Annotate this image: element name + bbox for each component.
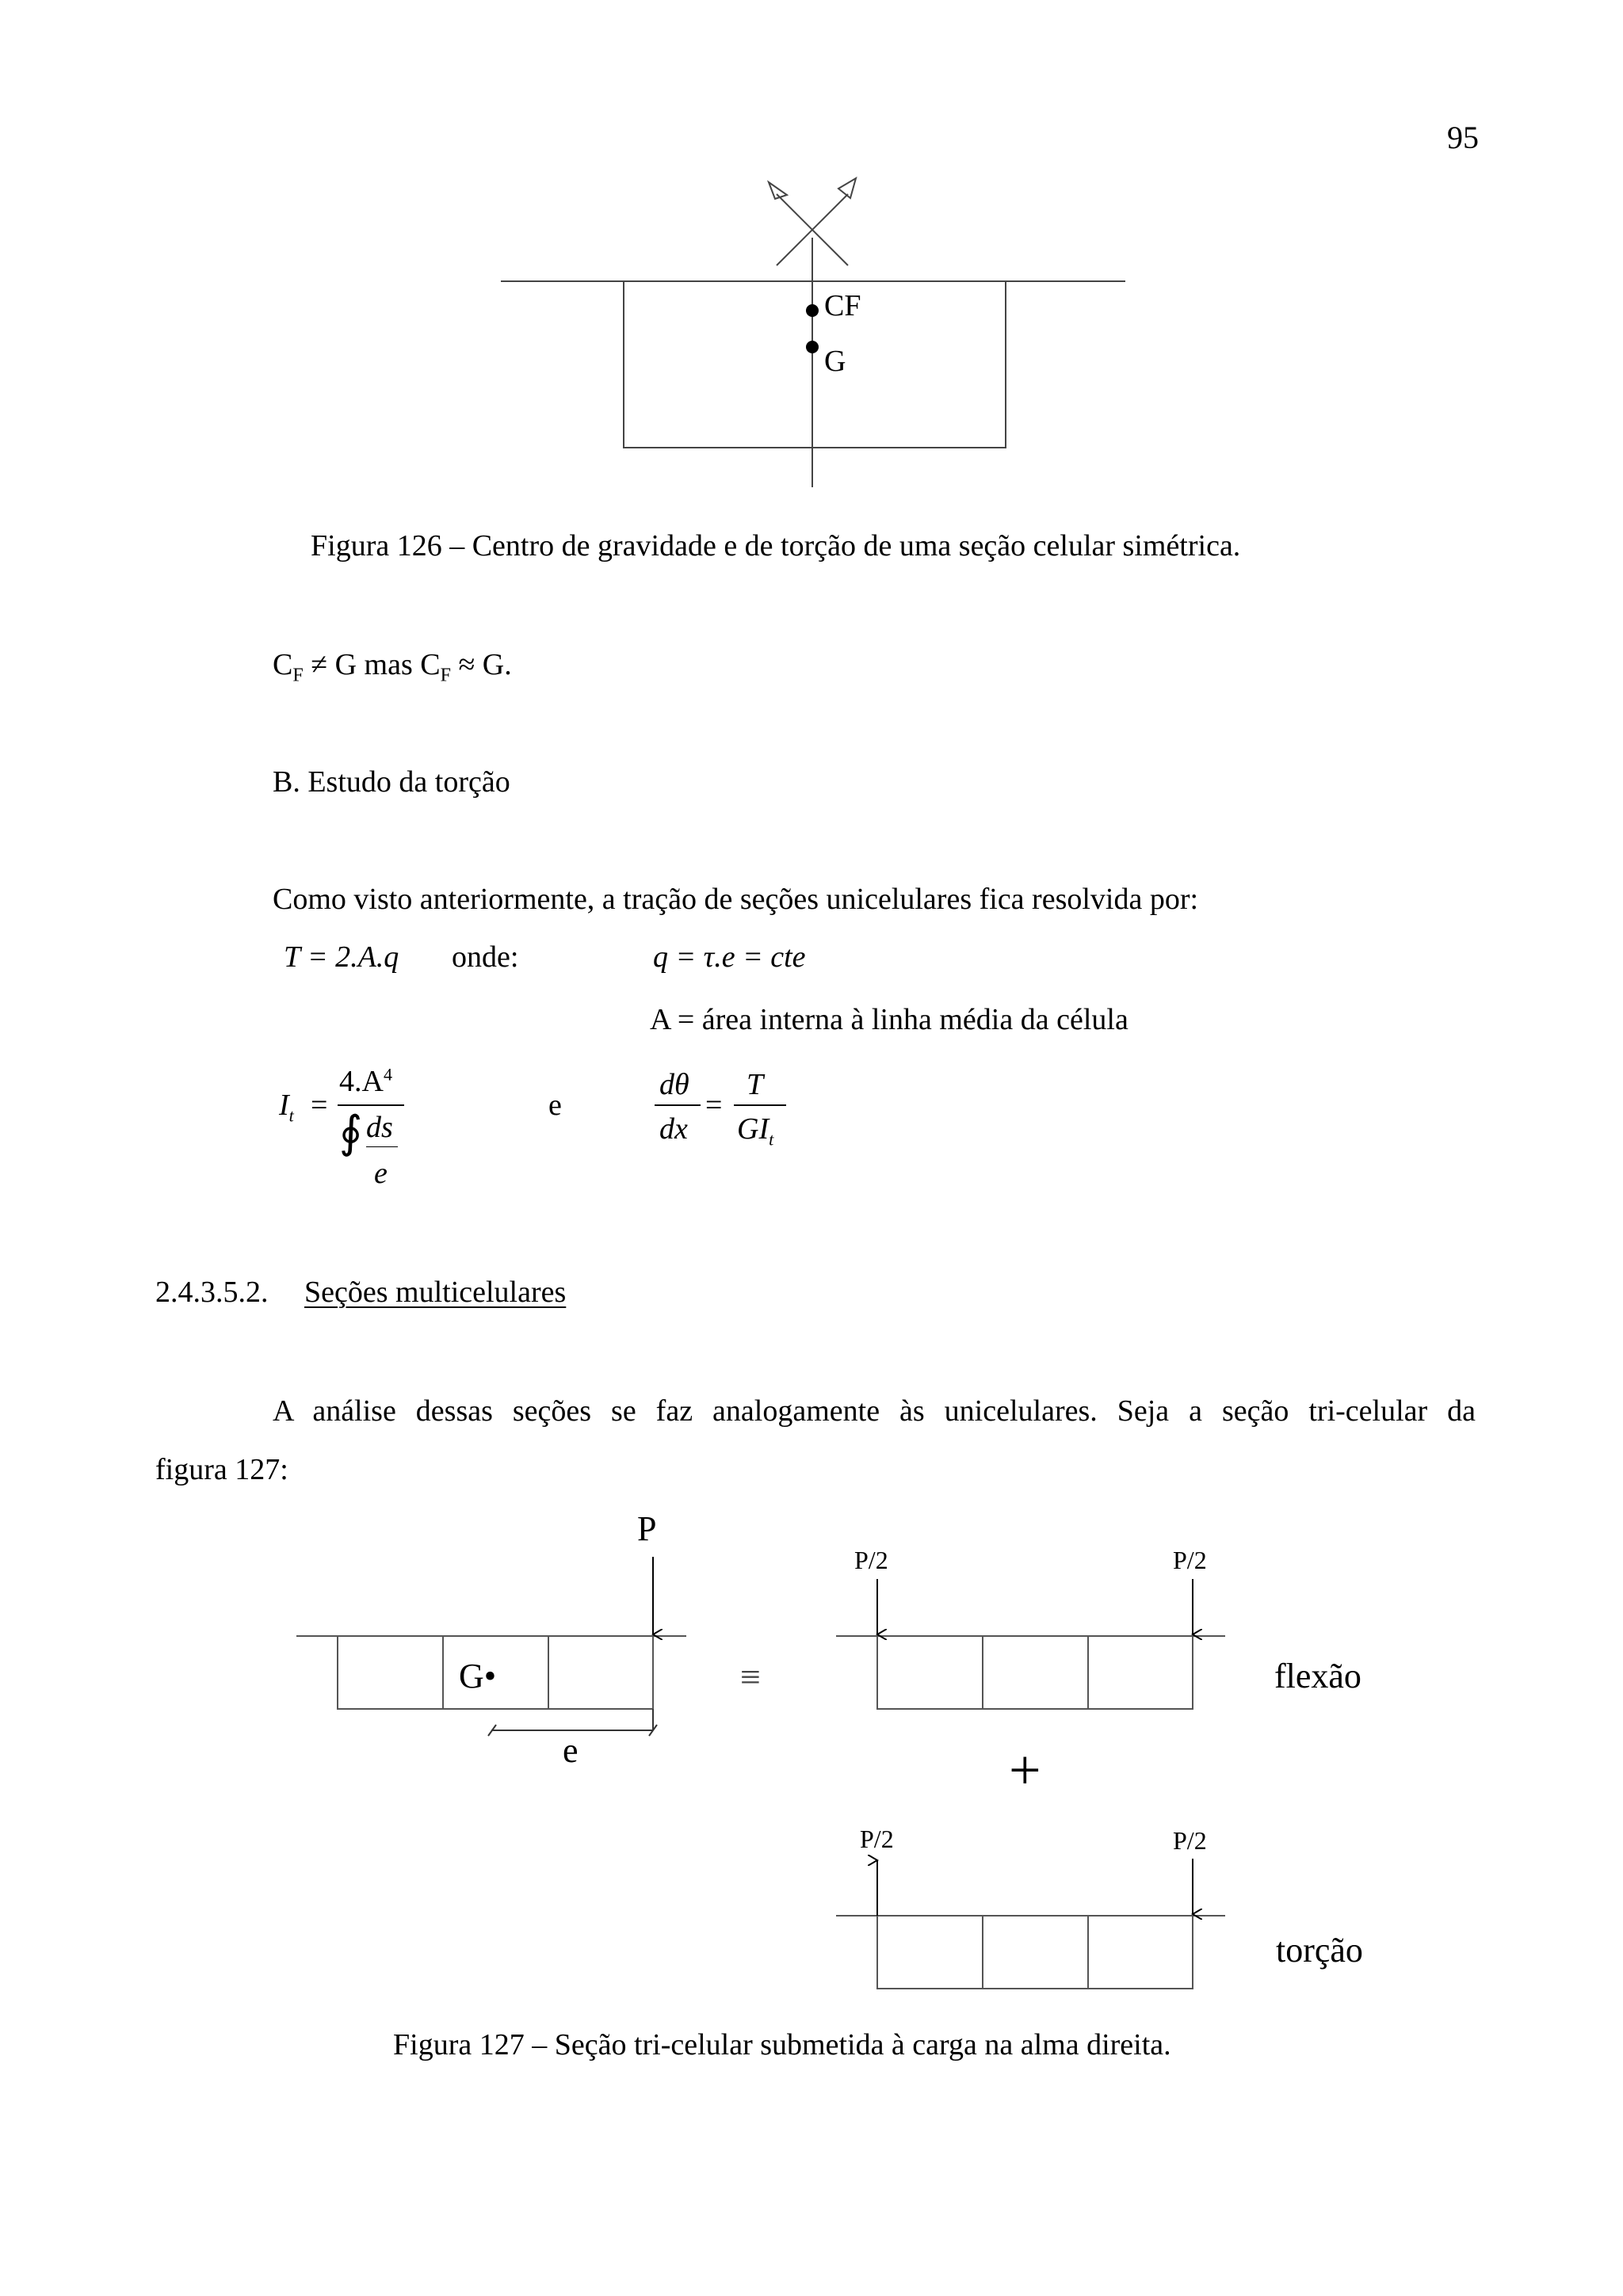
- onde-label: onde:: [452, 940, 519, 974]
- it-equals: =: [311, 1089, 328, 1122]
- fig127-p2-flexao-right: P/2: [1173, 1546, 1207, 1574]
- page-number: 95: [1447, 120, 1479, 155]
- fig127-p2-torcao-right: P/2: [1173, 1826, 1207, 1855]
- torsion-intro: Como visto anteriormente, a tração de seções unicelulares fica resolvida por:: [273, 883, 1199, 916]
- eq2-equals: =: [705, 1089, 723, 1122]
- dtheta: dθ: [659, 1068, 689, 1101]
- fig127-label-g: G•: [459, 1657, 497, 1695]
- fig127-label-e: e: [563, 1731, 579, 1770]
- fig127-p2-torcao-left: P/2: [860, 1825, 894, 1853]
- fig127-label-p: P: [637, 1509, 657, 1548]
- dx: dx: [659, 1112, 688, 1146]
- fig126-label-g: G: [824, 345, 846, 378]
- flexao-label: flexão: [1274, 1657, 1361, 1695]
- paragraph-line-2: figura 127:: [155, 1453, 288, 1486]
- section-number: 2.4.3.5.2.: [155, 1276, 269, 1309]
- area-definition: A = área interna à linha média da célula: [650, 1003, 1128, 1036]
- it-symbol: $I_t$: [279, 1089, 294, 1126]
- fig127-torcao-section: [877, 1916, 1193, 1989]
- section-title: Seções multicelulares: [304, 1276, 567, 1309]
- fig127-flexao-section: [877, 1636, 1193, 1709]
- equivalence-icon: ≡: [740, 1657, 761, 1697]
- fig126-label-cf: CF: [824, 289, 861, 322]
- it-numerator: $4.A^4$: [339, 1064, 392, 1098]
- section-b-heading: B. Estudo da torção: [273, 765, 510, 799]
- it-e: e: [374, 1157, 388, 1190]
- conjunction-e: e: [548, 1089, 562, 1122]
- cf-g-relation: $C_F \ne G$ mas $C_F \approx G$.: [273, 648, 512, 686]
- git: $GI_t$: [737, 1112, 774, 1150]
- eq-q: q = τ.e = cte: [653, 940, 806, 974]
- figure-126-caption: Figura 126 – Centro de gravidade e de torção de uma seção celular simétrica.: [311, 529, 1241, 563]
- eq2-t: T: [747, 1068, 764, 1101]
- torcao-label: torção: [1276, 1931, 1363, 1970]
- fig127-p2-flexao-left: P/2: [854, 1546, 888, 1574]
- it-ds: ds: [366, 1111, 393, 1144]
- paragraph-line-1: A análise dessas seções se faz analogamente às unicelulares. Seja a seção tri-celular da: [273, 1394, 1476, 1428]
- figure-127-caption: Figura 127 – Seção tri-celular submetida à carga na alma direita.: [393, 2028, 1171, 2061]
- eq-t-2aq: T = 2.A.q: [284, 940, 399, 974]
- plus-icon: +: [1009, 1738, 1041, 1802]
- contour-integral-icon: ∮: [339, 1108, 363, 1158]
